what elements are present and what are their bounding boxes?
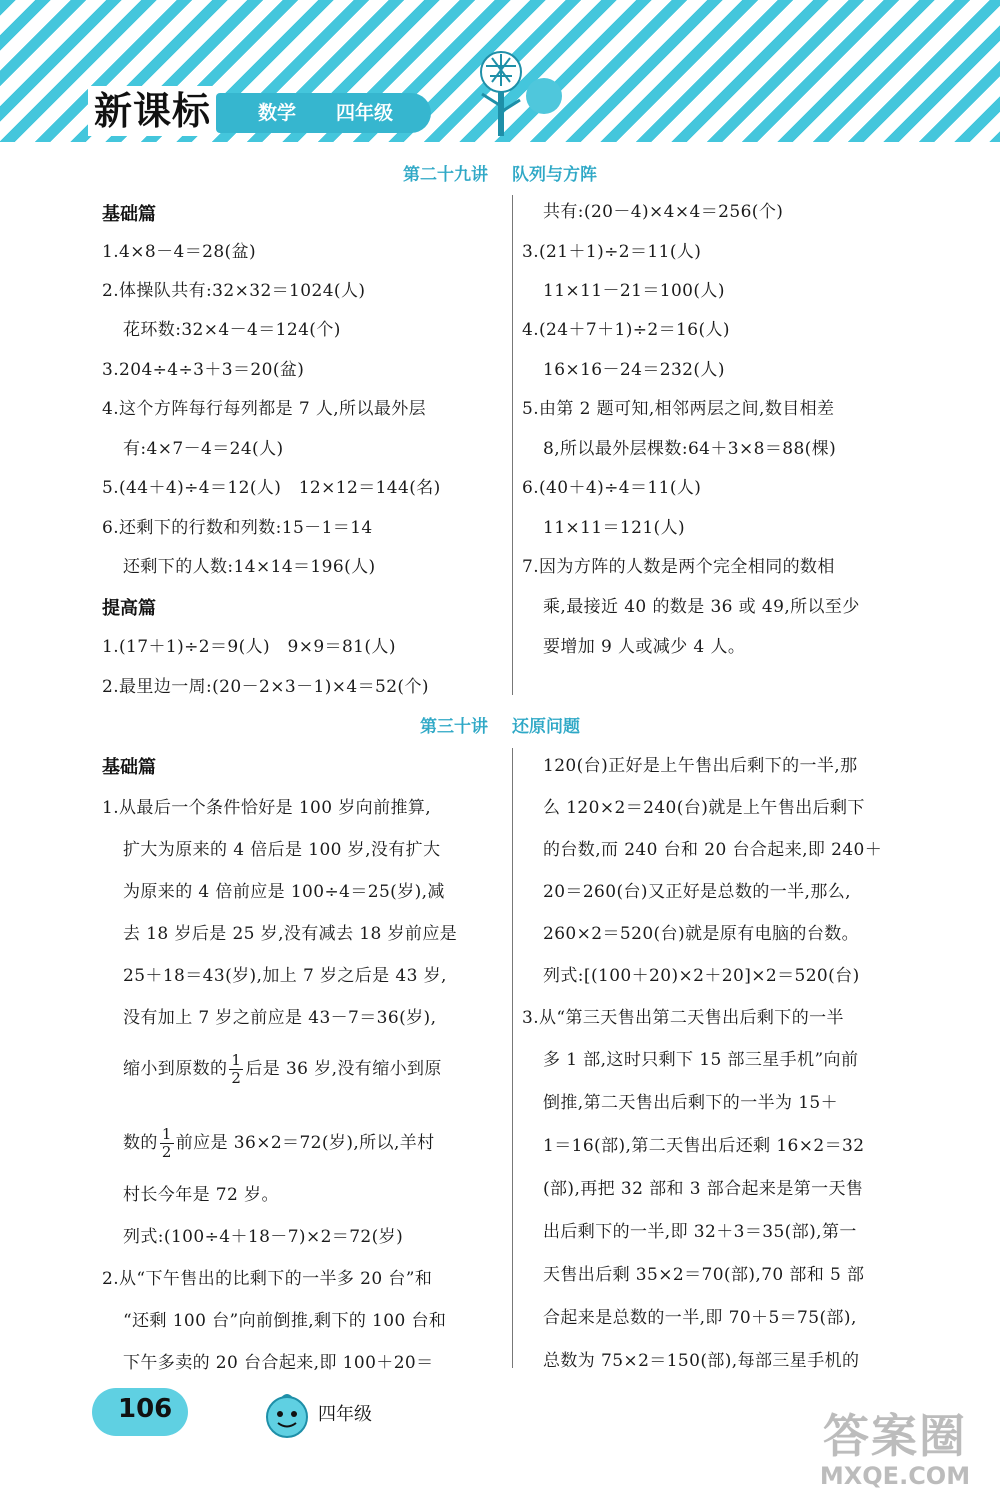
lecture-29-title xyxy=(0,160,1000,185)
column-divider-29 xyxy=(512,195,513,695)
answer-line: 3.从“第三天售出第二天售出后剩下的一半 xyxy=(522,1008,844,1028)
lecture-29-number: 第二十九讲 xyxy=(403,165,488,185)
answer-line: 11×11－21＝100(人) xyxy=(543,281,725,301)
answer-line: 2.从“下午售出的比剩下的一半多 20 台”和 xyxy=(102,1269,433,1289)
answer-line: 要增加 9 人或减少 4 人。 xyxy=(543,637,746,657)
answer-line: 260×2＝520(台)就是原有电脑的台数。 xyxy=(543,924,860,944)
answer-line: 4.这个方阵每行每列都是 7 人,所以最外层 xyxy=(102,399,427,419)
brand-title: 新课标 xyxy=(88,86,217,136)
answer-line: 多 1 部,这时只剩下 15 部三星手机”向前 xyxy=(543,1050,859,1070)
answer-line: 列式:(100÷4＋18－7)×2＝72(岁) xyxy=(123,1227,404,1247)
answer-line: 3.204÷4÷3＋3＝20(盆) xyxy=(102,360,305,380)
answer-line: 没有加上 7 岁之前应是 43－7＝36(岁), xyxy=(123,1008,437,1028)
answer-line: 6.(40＋4)÷4＝11(人) xyxy=(522,478,702,498)
answer-line: 1.从最后一个条件恰好是 100 岁向前推算, xyxy=(102,798,432,818)
answer-line: 还剩下的人数:14×14＝196(人) xyxy=(123,557,376,577)
answer-line: 合起来是总数的一半,即 70＋5＝75(部), xyxy=(543,1308,857,1328)
answer-line: 3.(21＋1)÷2＝11(人) xyxy=(522,242,702,262)
answer-line-with-fraction: 数的 $\frac{1}{2}$ 前应是 36×2＝72(岁),所以,羊村 xyxy=(123,1125,435,1161)
answer-line: “还剩 100 台”向前倒推,剩下的 100 台和 xyxy=(123,1311,447,1331)
answer-line: 有:4×7－4＝24(人) xyxy=(123,439,284,459)
answer-line: 列式:[(100＋20)×2＋20]×2＝520(台) xyxy=(543,966,860,986)
lecture-30-topic: 还原问题 xyxy=(512,717,580,737)
answer-line: 2.体操队共有:32×32＝1024(人) xyxy=(102,281,366,301)
subject-grade-pill xyxy=(216,93,431,133)
answer-line: 么 120×2＝240(台)就是上午售出后剩下 xyxy=(543,798,865,818)
footer-grade-label: 四年级 xyxy=(318,1404,372,1425)
column-divider-30 xyxy=(512,748,513,1368)
answer-line: (部),再把 32 部和 3 部合起来是第一天售 xyxy=(543,1179,864,1199)
answer-line: 20＝260(台)又正好是总数的一半,那么, xyxy=(543,882,851,902)
answer-line: 为原来的 4 倍前应是 100÷4＝25(岁),减 xyxy=(123,882,445,902)
grade-label: 四年级 xyxy=(336,102,394,124)
answer-line: 7.因为方阵的人数是两个完全相同的数相 xyxy=(522,557,835,577)
answer-line: 1.4×8－4＝28(盆) xyxy=(102,242,257,262)
lecture-29-topic: 队列与方阵 xyxy=(512,165,597,185)
lecture-30-basic-heading: 基础篇 xyxy=(102,757,156,778)
tree-icon xyxy=(462,46,572,138)
answer-line: 倒推,第二天售出后剩下的一半为 15＋ xyxy=(543,1093,839,1113)
answer-line: 6.还剩下的行数和列数:15－1＝14 xyxy=(102,518,373,538)
answer-line: 4.(24＋7＋1)÷2＝16(人) xyxy=(522,320,730,340)
fraction-one-half: $\frac{1}{2}$ xyxy=(161,1125,172,1161)
page-number: 106 xyxy=(118,1394,173,1424)
answer-line: 总数为 75×2＝150(部),每部三星手机的 xyxy=(543,1351,860,1371)
answer-line: 天售出后剩 35×2＝70(部),70 部和 5 部 xyxy=(543,1265,865,1285)
answer-line: 去 18 岁后是 25 岁,没有减去 18 岁前应是 xyxy=(123,924,458,944)
answer-line: 的台数,而 240 台和 20 台合起来,即 240＋ xyxy=(543,840,883,860)
answer-line: 25＋18＝43(岁),加上 7 岁之后是 43 岁, xyxy=(123,966,447,986)
fraction-one-half: $\frac{1}{2}$ xyxy=(231,1051,242,1087)
lecture-29-advanced-heading: 提高篇 xyxy=(102,598,156,619)
answer-line: 1.(17＋1)÷2＝9(人) 9×9＝81(人) xyxy=(102,637,396,657)
mascot-face-icon xyxy=(262,1390,312,1440)
answer-line: 8,所以最外层棵数:64＋3×8＝88(棵) xyxy=(543,439,837,459)
lecture-30-title xyxy=(0,712,1000,737)
answer-line: 11×11＝121(人) xyxy=(543,518,686,538)
watermark-url-text: MXQE.COM xyxy=(819,1462,971,1490)
answer-line-with-fraction: 缩小到原数的 $\frac{1}{2}$ 后是 36 岁,没有缩小到原 xyxy=(123,1051,442,1087)
answer-line: 乘,最接近 40 的数是 36 或 49,所以至少 xyxy=(543,597,860,617)
answer-line: 120(台)正好是上午售出后剩下的一半,那 xyxy=(543,756,858,776)
lecture-30-number: 第三十讲 xyxy=(420,717,488,737)
answer-line: 共有:(20－4)×4×4＝256(个) xyxy=(543,202,784,222)
answer-line: 扩大为原来的 4 倍后是 100 岁,没有扩大 xyxy=(123,840,441,860)
answer-line: 下午多卖的 20 台合起来,即 100＋20＝ xyxy=(123,1353,434,1373)
answer-line: 出后剩下的一半,即 32＋3＝35(部),第一 xyxy=(543,1222,857,1242)
watermark-logo xyxy=(800,1410,990,1490)
answer-line: 2.最里边一周:(20－2×3－1)×4＝52(个) xyxy=(102,677,429,697)
answer-line: 花环数:32×4－4＝124(个) xyxy=(123,320,341,340)
watermark-main-text: 答案圈 xyxy=(823,1409,967,1463)
answer-line: 5.由第 2 题可知,相邻两层之间,数目相差 xyxy=(522,399,835,419)
lecture-29-basic-heading: 基础篇 xyxy=(102,204,156,225)
subject-label: 数学 xyxy=(258,102,297,124)
answer-line: 16×16－24＝232(人) xyxy=(543,360,725,380)
answer-line: 1＝16(部),第二天售出后还剩 16×2＝32 xyxy=(543,1136,865,1156)
answer-line: 村长今年是 72 岁。 xyxy=(123,1185,279,1205)
answer-line: 5.(44＋4)÷4＝12(人) 12×12＝144(名) xyxy=(102,478,441,498)
